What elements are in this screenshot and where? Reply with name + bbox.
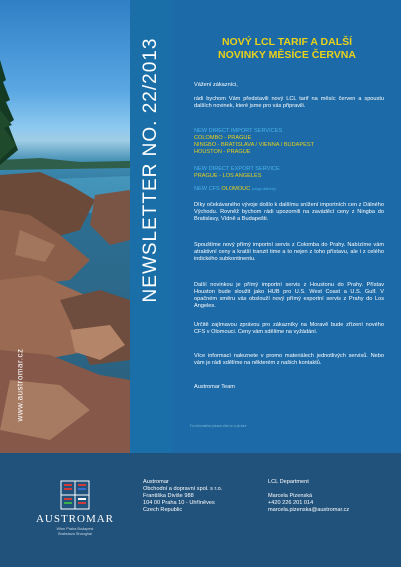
export-services[interactable]: [194, 166, 384, 180]
company-address: [143, 479, 222, 514]
paragraph-houston: Další novinkou je přímý importní servis z Houstonu do Prahy. Přístav Houston bude sloužit jako HUB pro U.S. West Coast a U.S. Gulf. V opačném směru vás obslouží nový přímý exportní servis z Prahy do Los Angeles.: [194, 282, 384, 309]
contact-phone[interactable]: +420 226 201 014: [268, 500, 314, 506]
address-line-4: 104 00 Praha 10 - Uhříněves: [143, 500, 215, 506]
austromar-logo-icon: [60, 480, 90, 510]
contact-spacer: [268, 486, 349, 493]
contact-name: Marcela Pizenská: [268, 493, 313, 499]
cfs-prefix: NEW CFS: [194, 186, 220, 192]
address-line-5: Czech Republic: [143, 507, 183, 513]
logo-cities-line-2: Bratislava Shanghai: [58, 532, 92, 536]
address-line-3: Františka Diviše 988: [143, 493, 194, 499]
import-route-3[interactable]: HOUSTON - PRAGUE: [194, 149, 251, 155]
import-route-1[interactable]: COLOMBO - PRAGUE: [194, 135, 252, 141]
headline-line-2: NOVINKY MĚSÍCE ČERVNA: [218, 49, 356, 61]
website-link[interactable]: www.austromar.cz: [15, 348, 25, 422]
import-services-title: NEW DIRECT IMPORT SERVICES: [194, 128, 283, 134]
address-line-2: Obchodní a dopravní spol. s r.o.: [143, 486, 223, 492]
contact-block: [268, 479, 349, 514]
footnote: For information please click on a picture: [190, 424, 247, 428]
cfs-service[interactable]: [194, 186, 384, 193]
export-route-1[interactable]: PRAGUE - LOS ANGELES: [194, 173, 262, 179]
paragraph-olomouc: Určitě zajímavou zprávou pro zákazníky na Moravě bude zřízení nového CFS v Olomouci. Ceny vám sdělíme na vyžádání.: [194, 322, 384, 335]
greeting: Vážení zákazníci,: [194, 82, 238, 88]
cfs-note: (cargo delivery): [251, 187, 276, 191]
paragraph-far-east: Díky očekávaného vývoje došlo k dalšímu snížení importních cen z Dálného Východu. Rovněž bychom rádi upozornili na zaváděcí ceny z Ningba do Bratislavy, Vídně a Budapešti.: [194, 202, 384, 222]
cfs-place[interactable]: OLOMOUC: [221, 186, 251, 192]
headline-line-1: NOVÝ LCL TARIF A DALŠÍ: [221, 36, 353, 48]
logo-name: AUSTROMAR: [35, 513, 115, 525]
import-route-2[interactable]: NINGBO - BRATISLAVA / VIENNA / BUDAPEST: [194, 142, 314, 148]
logo-cities-line-1: Wien Praha Budapest: [56, 527, 94, 531]
paragraph-more-info: Více informací naleznete v promo materiálech jednotlivých servisů. Nebo vám je rádi sdělíme na některém z našich kontaktů.: [194, 353, 384, 366]
export-services-title: NEW DIRECT EXPORT SERVICE: [194, 166, 280, 172]
address-line-1: Austromar: [143, 479, 169, 485]
paragraph-colombo: Spouštíme nový přímý importní servis z Colomba do Prahy. Nabízíme vám atraktivní ceny a kratší tranzit time a to nejen z toho přístavu, ale i z celého indického subkontinentu.: [194, 242, 384, 262]
logo-cities: [33, 527, 117, 537]
contact-department: LCL Department: [268, 479, 309, 485]
import-services[interactable]: [194, 128, 384, 156]
newsletter-number: NEWSLETTER NO. 22/2013: [140, 37, 161, 303]
signature: Austromar Team: [194, 384, 235, 390]
intro-paragraph: rádi bychom Vám představili nový LCL tarif na měsíc červen a spoustu dalších novinek, které jsme pro vás připravili.: [194, 96, 384, 109]
headline: [196, 36, 378, 62]
newsletter-content: [172, 0, 401, 453]
contact-email[interactable]: marcela.pizenska@austromar.cz: [268, 507, 350, 513]
